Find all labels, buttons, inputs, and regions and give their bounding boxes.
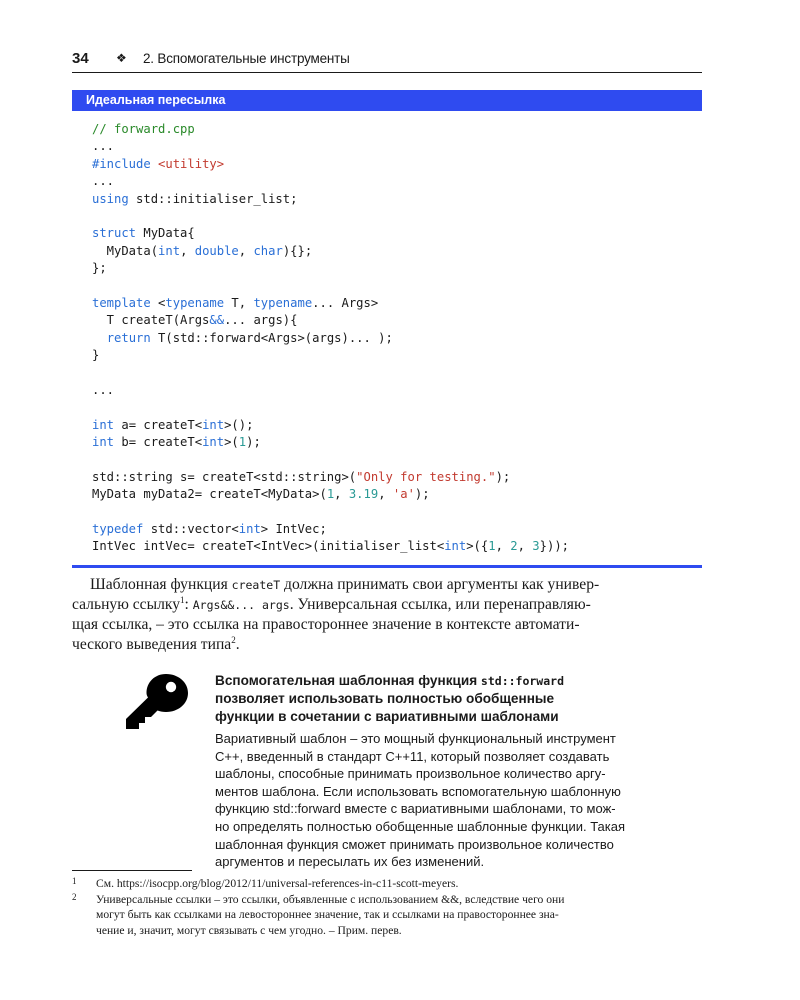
code-token: return <box>106 330 151 345</box>
code-token: // forward.cpp <box>92 122 195 136</box>
code-token: struct <box>92 226 137 241</box>
code-token: int <box>158 243 181 258</box>
code-token: && <box>209 313 225 328</box>
code-token: std::initialiser_list; <box>128 191 298 206</box>
code-token: MyData( <box>92 243 159 258</box>
code-token: using <box>92 191 129 206</box>
code-token: ... <box>92 382 115 397</box>
inline-code: Args&&... args <box>192 598 290 613</box>
code-token: , <box>180 243 195 258</box>
code-token: >({ <box>466 539 489 554</box>
code-token: < <box>150 295 166 310</box>
tip-body: Вариативный шаблон – это мощный функциональный инструмент C++, введенный в стандарт C++11, который позволяет создавать шаблоны, способные принимать произвольное количество аргу- ментов шаблона. Если использовать вспомогательную шаблонную функцию std::forward вместе с вариативными шаблонами, то мож- но определять полностью обобщенные шаблонные функции. Такая шаблонная функция сможет принимать произвольное количество аргументов и пересылать их без изменений. <box>215 731 626 870</box>
code-line <box>92 208 569 225</box>
code-token: 2 <box>510 539 518 554</box>
chapter-title: 2. Вспомогательные инструменты <box>143 51 350 66</box>
page-number: 34 <box>72 50 89 67</box>
code-token: , <box>495 539 511 554</box>
code-token: 3 <box>532 539 540 554</box>
code-token: T, <box>224 295 254 310</box>
code-line <box>92 295 569 312</box>
inline-code: std::forward <box>480 674 565 688</box>
code-token: a= createT< <box>114 417 203 432</box>
code-token: , <box>378 487 393 502</box>
code-token: ); <box>246 435 261 450</box>
footnote <box>72 876 702 892</box>
code-line <box>92 504 569 521</box>
code-line <box>92 382 569 399</box>
code-token: int <box>238 521 261 536</box>
code-token: int <box>444 539 467 554</box>
code-token: #include <box>92 156 159 171</box>
code-token: 1 <box>488 539 496 554</box>
code-token: , <box>334 487 349 502</box>
code-line <box>92 347 569 364</box>
code-line <box>92 312 569 329</box>
code-token: 1 <box>326 487 335 502</box>
code-line <box>92 469 569 486</box>
code-token: std::string s= createT<std::string>( <box>92 469 357 484</box>
code-token: MyData{ <box>136 226 195 241</box>
code-token: 1 <box>238 435 247 450</box>
code-token: > IntVec; <box>260 521 327 536</box>
code-token: , <box>238 243 254 258</box>
paragraph-line: щая ссылка, – это ссылка на правостороннее значение в контексте автомати- <box>72 616 580 634</box>
code-token: std::vector< <box>143 521 239 536</box>
code-token: >(); <box>224 417 254 432</box>
code-token: <utility> <box>158 156 225 171</box>
code-token: ... Args> <box>312 295 379 310</box>
code-token: template <box>92 295 151 310</box>
code-token: ); <box>414 487 430 502</box>
code-line <box>92 417 569 434</box>
footnotes <box>72 876 702 938</box>
code-token: })); <box>539 539 569 554</box>
listing-title: Идеальная пересылка <box>86 93 226 107</box>
code-line <box>92 138 569 155</box>
code-line <box>92 121 569 138</box>
code-token: double <box>194 243 239 258</box>
code-line <box>92 260 569 277</box>
code-token: int <box>92 417 115 432</box>
code-token: int <box>92 435 115 450</box>
code-token: 3.19 <box>348 487 379 502</box>
key-icon <box>122 672 192 732</box>
code-token: }; <box>92 261 107 276</box>
code-token: ){}; <box>282 243 313 258</box>
code-token: ... <box>92 139 115 154</box>
code-token: T createT(Args <box>92 313 210 328</box>
code-line <box>92 243 569 260</box>
footnote-link-text[interactable]: См. https://isocpp.org/blog/2012/11/universal-references-in-c11-scott-meyers. <box>96 877 459 890</box>
code-line <box>92 399 569 416</box>
code-listing <box>92 121 569 556</box>
tip-box <box>215 672 660 871</box>
code-token: 'a' <box>392 487 415 502</box>
listing-title-bar <box>72 90 702 111</box>
footnote-ref[interactable]: 2 <box>231 634 236 645</box>
code-token: b= createT< <box>114 435 203 450</box>
paragraph-line: Шаблонная функция createT должна принимать свои аргументы как универ- <box>90 576 600 593</box>
code-line <box>92 156 569 173</box>
running-header <box>72 50 702 73</box>
code-token: typename <box>253 295 313 310</box>
paragraph-line: ческого выведения типа$^2$. <box>72 634 240 653</box>
code-token: char <box>253 243 283 258</box>
footnote: 2 Универсальные ссылки – это ссылки, объявленные с использованием &&, вследствие чего они могут быть как ссылками на левостороннее значение, так и ссылками на правостороннее зна- чение и, значит, могут связывать с чем угодно. – Прим. перев. <box>72 891 565 937</box>
code-line <box>92 191 569 208</box>
code-line <box>92 451 569 468</box>
inline-code: createT <box>231 578 281 592</box>
code-token: int <box>202 417 225 432</box>
code-line <box>92 486 569 503</box>
footnote-rule <box>72 870 192 871</box>
code-token: int <box>202 435 225 450</box>
code-token: ... <box>92 174 115 189</box>
tip-title: Вспомогательная шаблонная функция std::forward позволяет использовать полностью обобщенные функции в сочетании с вариативными шаблонами <box>215 673 565 724</box>
body-paragraph <box>72 575 702 654</box>
code-token: T(std::forward<Args>(args)... ); <box>150 330 393 345</box>
code-line <box>92 330 569 347</box>
code-line <box>92 278 569 295</box>
code-token: typedef <box>92 521 144 536</box>
listing-bottom-rule <box>72 565 702 568</box>
code-line <box>92 521 569 538</box>
code-token: MyData myData2= createT<MyData>( <box>92 487 327 502</box>
code-line <box>92 538 569 555</box>
footnote-number: 1 <box>72 876 77 886</box>
paragraph-line: сальную ссылку$^1$: Args&&... args. Универсальная ссылка, или перенаправляю- <box>72 595 591 614</box>
footnote-number: 2 <box>72 891 77 902</box>
code-token: , <box>517 539 533 554</box>
code-line <box>92 364 569 381</box>
code-line <box>92 173 569 190</box>
code-token: "Only for testing." <box>356 469 496 484</box>
code-token: typename <box>165 295 225 310</box>
code-token: ... args){ <box>224 313 298 328</box>
code-line <box>92 225 569 242</box>
code-token: ); <box>495 469 511 484</box>
code-token <box>92 331 107 345</box>
code-line <box>92 434 569 451</box>
code-token: IntVec intVec= createT<IntVec>(initialiser_list< <box>92 539 445 554</box>
code-token: } <box>92 348 100 363</box>
code-token: >( <box>224 435 239 450</box>
diamond-separator-icon: ❖ <box>116 51 127 65</box>
footnote-ref[interactable]: 1 <box>180 595 185 606</box>
